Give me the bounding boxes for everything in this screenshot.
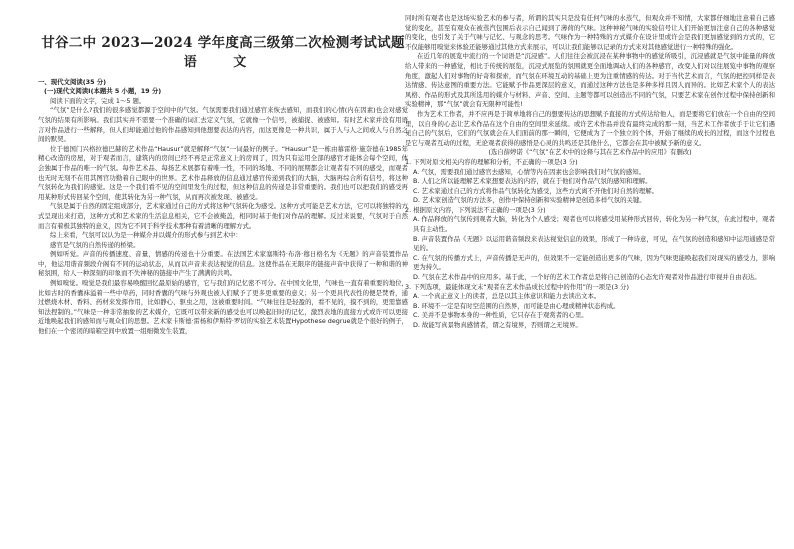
right-column: [405, 14, 775, 331]
option-c: C. 艺术家通过自己的方式将作品气氛转化为感受，这些方式离不开他们对自然的理解。: [413, 186, 658, 195]
question-3: [405, 283, 775, 331]
option-a: A. 气氛，需要我们通过感官去感知，心情等内在因素也会影响我们对气氛的感知。: [413, 167, 645, 176]
question-1: [405, 158, 775, 206]
option-c: C. 美并不是事物本身的一种性质，它只存在于观赏者的心里。: [413, 311, 588, 320]
passage-paragraph: 感官是气氛的自然传递的桥梁。: [50, 240, 140, 249]
question-stem: 2. 根据原文内容，下列说法不正确的一项是(3 分): [405, 205, 546, 214]
option-d: D. 气氛在艺术作品中的应用多。基于此，一个好的艺术工作者总是将自己创造的心态允许观者对作品进行审视并自由表达。: [413, 273, 761, 282]
reading-instruction: 阅读下面的文字，完成 1～5 题。: [50, 96, 146, 105]
passage-paragraph: 位于德国门兴格拉德巴赫的艺术作品“Hausur”就是解释“气氛”一词最好的例子。“Hausur”是一栋由慕雷格·施奈德在1985年精心改造的房屋，对于观者而言，建筑内的房间已经不再是正常意义上的房间了，因为只有运用全部的感官才能体会每个空间，体会独属于作品的唯一的气氛。每件艺术品、每扬艺术展都有着唯一性，不同的场地、不同的展期都会让观者有不同的感受，而观者也无时无刻不在用其图官功勤着自己眼中的世界。艺术作品释放的信息通过感官传递到我们的大脑，大脑再综合所有信号，将这种气氛转化为我们的感觉。这是一个我们看不见的空间里发生的过程，但这种信息的传递是非常重要的。我们也可以把我们的感受再用某种形式传回某个空间，使其转化为另一种气氛，从而再次被发现、被感受。: [38, 144, 408, 201]
passage-paragraph: 例如嗅觉。嗅觉是我们最容易唤醒回忆最原始的感官，它与我们的记忆密不可分。在中国文化里，气味也一直有着重要的地位，比如古时的香囊袜溢着一些中草药，同时香囊的气味与外观也被人们赋予了更多更重要的意义；另一个更具代表性的便是焚香，通过燃烧木材、香料、药材来发挥作用，比如静心、驱虫之用，这被重要时间。“气味往往是轻盈的，看不见的，摸不到的，更需靠感知法捏制的。”气味是一种非常抽象的艺术媒介，它既可以带来新的感受也可以唤起旧时的记忆，激烈表地的直接方式或许可以更接近地唤起我们的感知而与观众们的思想。艺术家卡斯德·雷杨和伊斯特·罗切的实验艺术装置Hypothese degrue就是个很好的例子，他们在一个密闭的暗箱空间中放置一组细微发生装置，: [38, 279, 408, 336]
passage-paragraph: 例如听觉。声音的传播速度、音量，情感的传递也十分重要。在法国艺术家塞斯特·布洛·穆日格名为《无题》的声音装置作品中，他运用谐音频段介阁有不同的运动状态，从而以声音来表达视觉的信息。这使作品在无限序的链接声音中获得了一种和谐的神秘氛围，给人一种深刻的印象而不失神秘的链接中产生了满满的共鸣。: [38, 250, 408, 278]
passage-paragraph: 在近几年的展览中流行的一个词语是“沉浸感”。人们往往会被沉浸在某种事物中的感觉所吸引，沉浸感就是气氛中能量的释放给人带来的一种感觉，相比于传统的展览，沉浸式展览的氛围就更全面地调动人们的各种感官，改变人们对以往展览中事物的观察角度，激起人们对事物的好奇和探索，而气氛在环境互动的基础上更为注重情感的传达。对于当代艺术而言，气氛的把控同样是表达情感、传达意图的重要方法。它能赋予作品更深层的意义，而通过这种方法也是多种多样且因人而异的。比如艺术家个人的表达风格、作品的形式及其所选用的媒介与材料、声音、空间、主题等都可以创造出不同的气氛，只要艺术家在创作过程中保持创新和实验精神，那“气氛”就会有无限种可能性!: [405, 52, 775, 109]
option-c: C. 在气氛的传播方式上，声音传播是无声的，但效果不一定能创造出更多的气味，因为气味更能唤起我们对现实的感受力，影响更为持久。: [413, 253, 775, 272]
option-b: B. 环境不一定是有时空范围的自然界，而可能是由心理或精神状态构成。: [413, 301, 620, 310]
question-stem: 1. 下列对原文相关内容的理解和分析，不正确的一项是(3 分): [405, 157, 578, 166]
passage-paragraph: 综上来看，气氛可以认为是一种媒介并以媒介的形式参与到艺术中：: [50, 231, 242, 240]
question-stem: 3. 下列选项，最能体现文末“观者在艺术作品成长过程中的作用”的一项是(3 分): [405, 282, 629, 291]
passage-paragraph: 气氛是属于自然的固定组成部分，艺术家通过自己的方式将这种气氛转化为感受。这种方式可能是艺术方法，它可以将独特的方式呈现出来打造，这种方式和艺术家的生活息息相关，它不会被掩盖，相同时基于他们对作品的理解。反过来说要，气氛对于自然而言有着极其独特的意义，因为它不同于科学技术那种有着清晰的理解方式。: [38, 202, 408, 230]
passage-paragraph: 作为艺术工作者，并不应再是于简单地将自己的想要传达的思想赋予直接的方式传达给他人，而是要将它们放在一个自由的空间里，以自身的心态让艺术作品在这个自由的空间里来延续。或许艺术作品并没有最终完成的那一刻，当艺术工作者放手于让它们遇见自己的气氛后，它们的气氛就会在人们面前的那一瞬间，它便成为了一个独立的个体，开始了继续的成长的过程，而这个过程也是它与观者互动的过程，无论观者获得的感悟是心灵的共鸣还是其他什么，它都会在其中被赋予新的意义。: [405, 109, 775, 147]
option-a: A. 一个真正意义上的读者，总是以其主体意识和能力去读出文本。: [413, 292, 601, 301]
subject-title: 语 文: [183, 55, 263, 70]
subsection-heading: (一)现代文阅读Ⅰ(本题共 5 小题，19 分): [44, 87, 162, 96]
passage-source: (选自薛婷诺《“气氛”在艺术中的诠释与其在艺术作品中的应用》有删改): [488, 148, 692, 157]
option-b: B. 声音装置作品《无题》以运用谐音频段来表达视觉信息的效果，形成了一种诗意，可见，在气氛的创造和感知中运用通感是常见的。: [413, 234, 775, 253]
option-d: D. 故能写真景物真感情者，谓之有境界，否则谓之无境界。: [413, 321, 582, 329]
section-heading: 一、现代文阅读(35 分): [38, 77, 107, 86]
option-d: D. 艺术家创造气氛的方法多，创作中保持创新和实验精神是创造多样气氛的关键。: [413, 196, 646, 205]
question-2: [405, 206, 775, 283]
option-a: A. 作品释放的气氛传到观者大脑，转化为个人感受；观者也可以将感受用某种形式回传，转化为另一种气氛，在此过程中，观者具有主动性。: [413, 215, 775, 234]
passage-paragraph: 同时所有观者也是这场实验艺术的参与者，所谓的其实只是没有任何气味的水蒸气，但观众并不知情，大家都仔细地注意着自己感觉的变化，甚至有观众在被蒸汽包围后表示自己闻到了薄荷的气味。这种神秘气味的实验信号让人们开始更加注意自己的各种感觉的变化，也引发了关于气味与记忆、与观念的思考。气味作为一种特殊的方式媒介在设计里或许会是我们更加感觉到的方式的，它不仅能够用嗅觉来体验还能够通过其他方式来展示，可以让我们能够以记录的方式来对其他感觉进行一种特殊的强化。: [405, 14, 775, 51]
left-column: [38, 14, 408, 337]
passage-paragraph: “气氛”是什么?我们的很多感觉都源于空间中的气氛。气氛需要我们通过感官来恢去感知，而我们的心情(内在因素)也会对感觉气氛的结果有所影响。我们其实并不需要一个准确的词汇去定义气氛，它就像一个信号，被捕捉、被感知。有时艺术家并没有用语言对作品进行一些解释，但人们却能通过他的作品感知到他想要表达的内容，而这更像是一种共识，属于人与人之间或人与自然之间的默契。: [38, 106, 408, 144]
option-b: B. 人们之所以能理解艺术家想要表达的内容，就在于他们对作品气氛的感知和理解。: [413, 177, 652, 186]
exam-title: 甘谷二中 2023—2024 学年度高三级第二次检测考试试题: [41, 35, 405, 51]
